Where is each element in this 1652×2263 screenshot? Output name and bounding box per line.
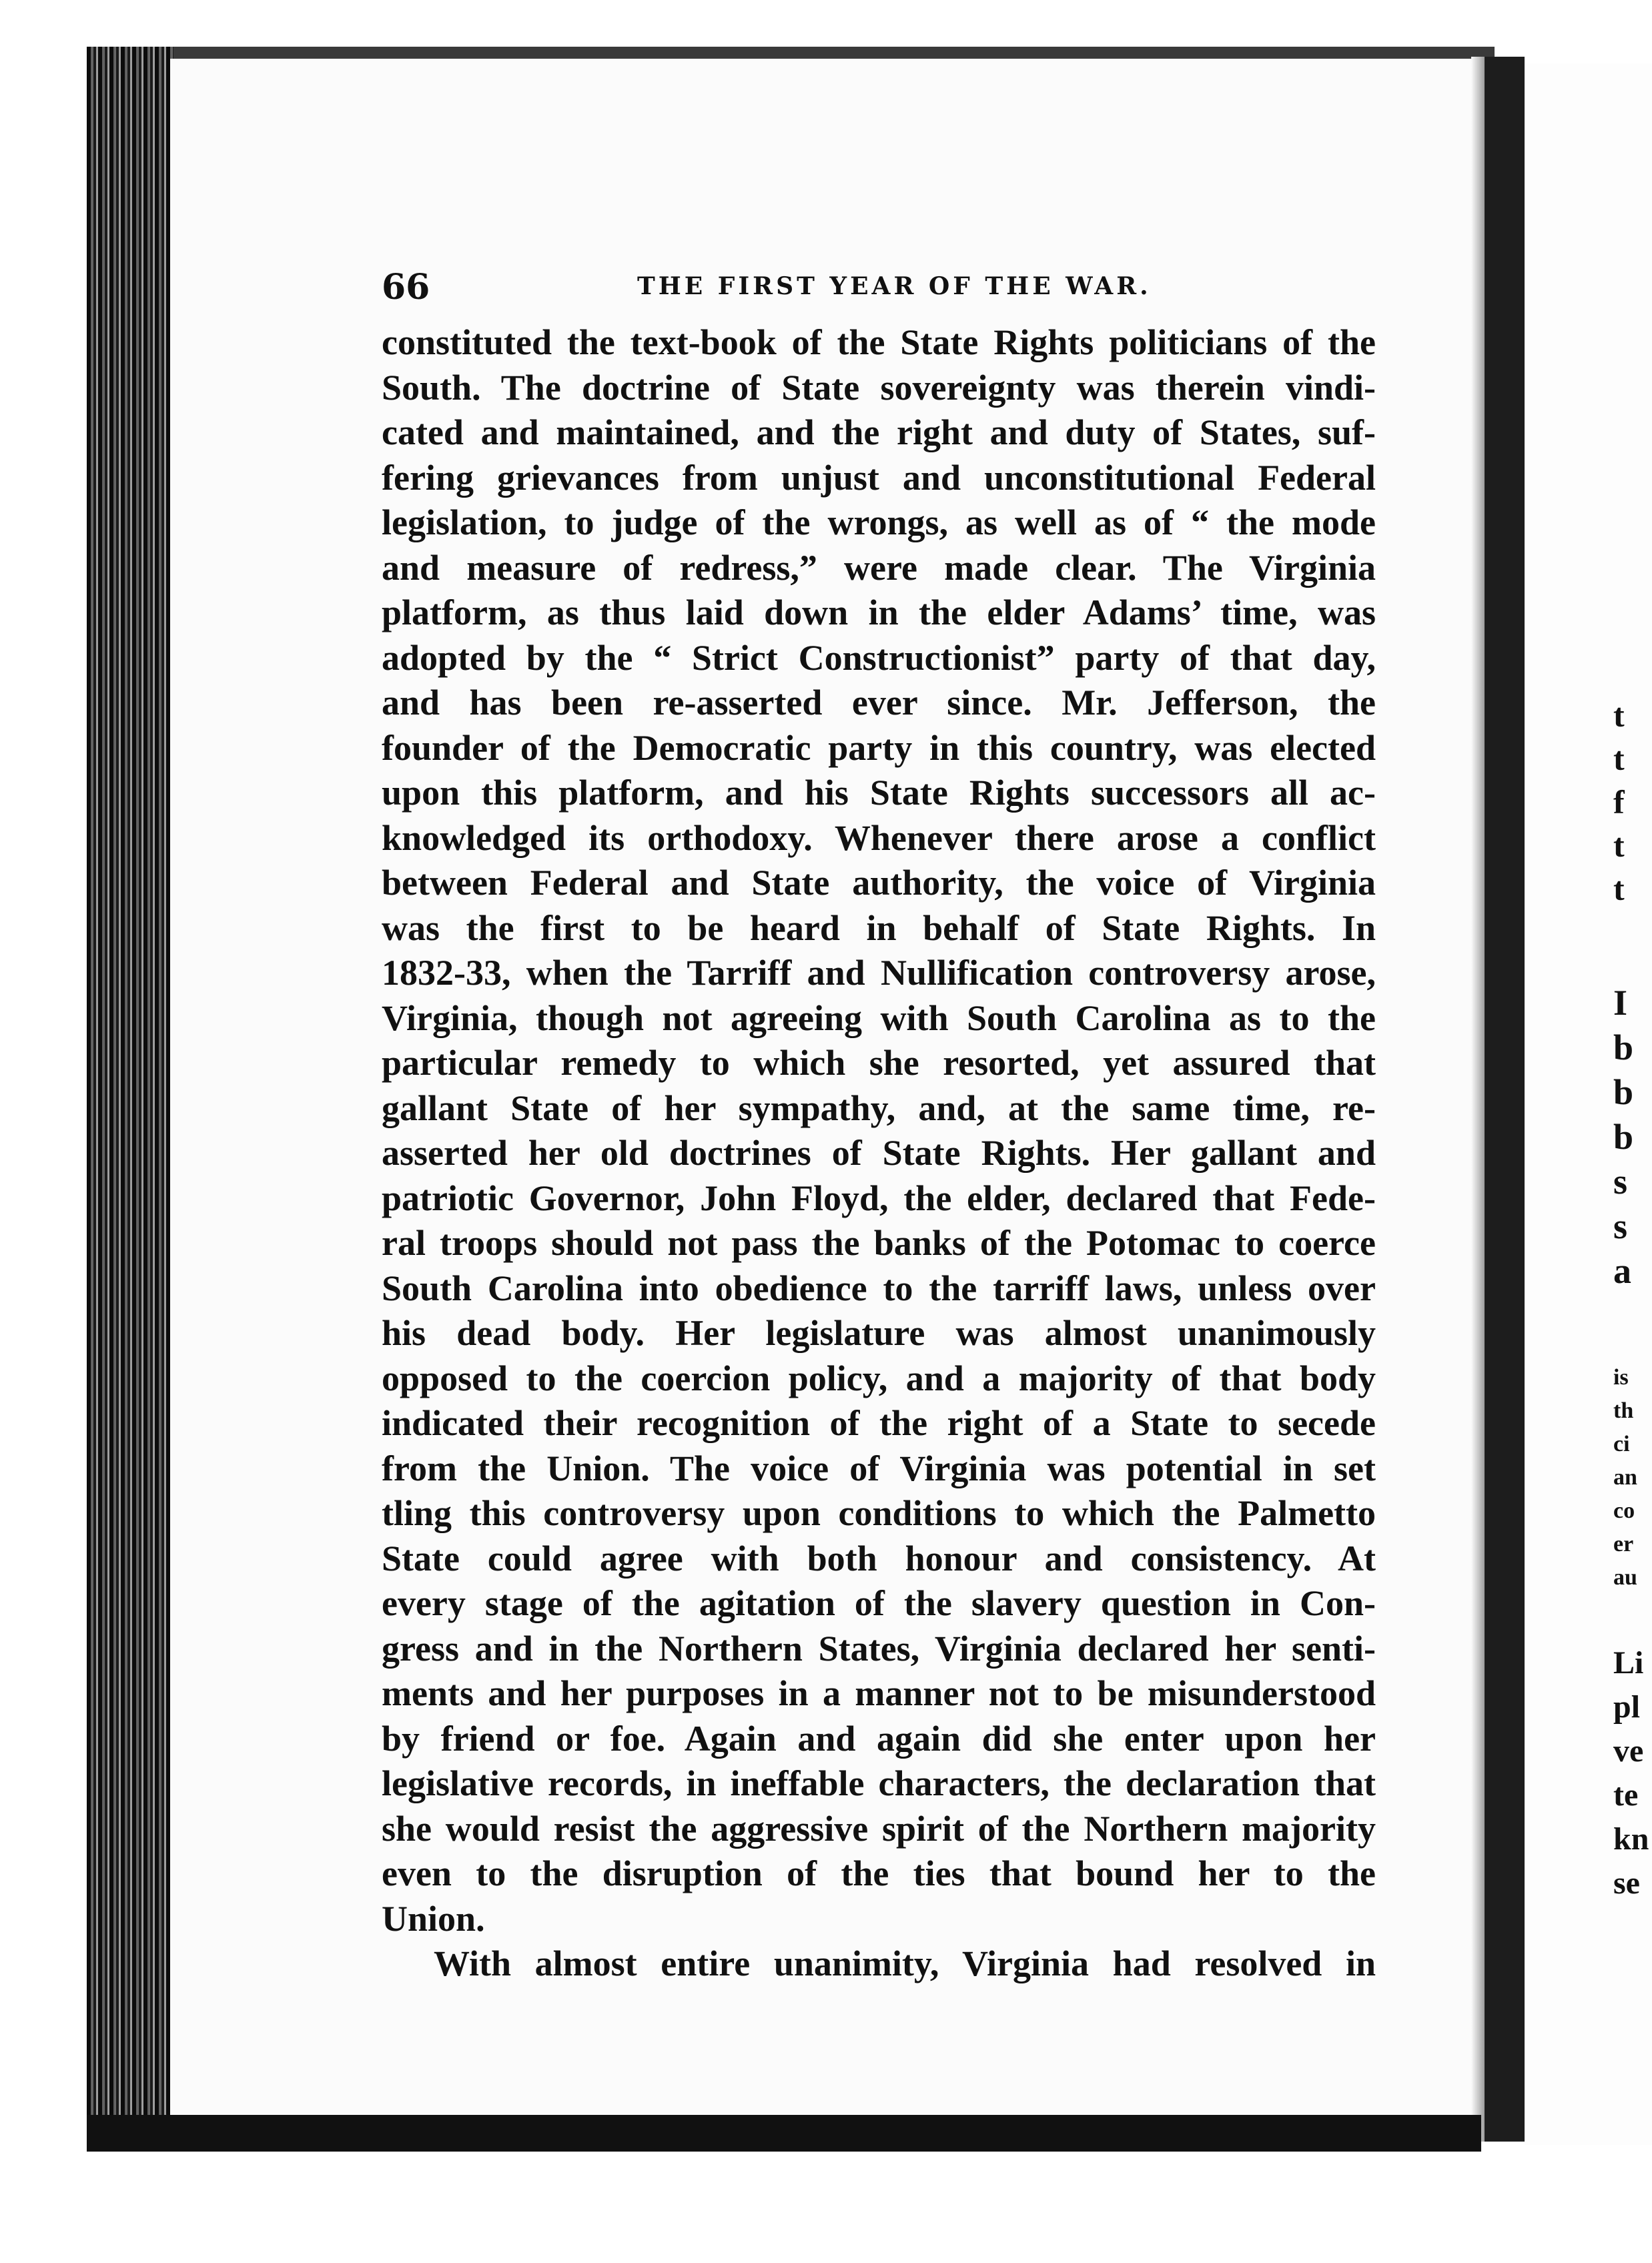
fragment-text: f [1613,783,1625,821]
fragment-text: is [1613,1365,1629,1390]
fragment-text: s [1613,1162,1628,1202]
text-line: 1832-33, when the Tarriff and Nullification controversy arose, [382,953,1376,993]
fragment-text: er [1613,1532,1634,1556]
text-line: knowledged its orthodoxy. Whenever there arose a conflict [382,817,1376,858]
fragment-text: ci [1613,1432,1630,1456]
text-line: State could agree with both honour and consistency. At [382,1538,1376,1578]
text-line: asserted her old doctrines of State Rights. Her gallant and [382,1133,1376,1173]
fragment-text: an [1613,1465,1637,1490]
fragment-text: t [1613,870,1625,907]
facing-page-fragments-4 [1613,1641,1652,1905]
text-line: South. The doctrine of State sovereignty was therein vindi- [382,367,1376,408]
text-line: ral troops should not pass the banks of the Potomac to coerce [382,1223,1376,1263]
text-line: even to the disruption of the ties that bound her to the [382,1853,1376,1893]
fragment-text: au [1613,1565,1637,1590]
text-line: adopted by the “ Strict Constructionist” party of that day, [382,637,1376,678]
text-line: fering grievances from unjust and unconstitutional Federal [382,457,1376,498]
text-line: and measure of redress,” were made clear. The Virginia [382,547,1376,588]
text-line: every stage of the agitation of the slavery question in Con- [382,1583,1376,1623]
text-line: constituted the text-book of the State Rights politicians of the [382,322,1376,362]
book-bottom-edge [87,2115,1481,2152]
fragment-text: b [1613,1072,1634,1112]
text-line: South Carolina into obedience to the tarriff laws, unless over [382,1268,1376,1308]
text-line: legislative records, in ineffable characters, the declaration that [382,1763,1376,1803]
fragment-text: Li [1613,1645,1644,1681]
text-line: gress and in the Northern States, Virginia declared her senti- [382,1628,1376,1669]
text-line: legislation, to judge of the wrongs, as well as of “ the mode [382,502,1376,542]
fragment-text: b [1613,1027,1634,1067]
text-line: tling this controversy upon conditions to which the Palmetto [382,1493,1376,1533]
text-line: by friend or foe. Again and again did she enter upon her [382,1718,1376,1759]
book-gutter [1485,57,1525,2142]
fragment-text: se [1613,1865,1640,1901]
text-line: founder of the Democratic party in this country, was elected [382,727,1376,768]
text-line: upon this platform, and his State Rights successors all ac- [382,773,1376,813]
page-number: 66 [382,267,430,308]
text-line: was the first to be heard in behalf of State Rights. In [382,907,1376,948]
facing-page-fragments-2 [1613,981,1652,1294]
text-line: she would resist the aggressive spirit of the Northern majority [382,1808,1376,1849]
text-line: Union. [382,1898,485,1939]
fragment-text: t [1613,740,1625,777]
fragment-text: t [1613,827,1625,864]
fragment-text: a [1613,1251,1631,1291]
text-line: cated and maintained, and the right and duty of States, suf- [382,412,1376,452]
text-line: particular remedy to which she resorted, yet assured that [382,1043,1376,1083]
text-line: patriotic Governor, John Floyd, the elder, declared that Fede- [382,1178,1376,1218]
facing-page-fragments-3 [1613,1361,1652,1595]
text-line: between Federal and State authority, the voice of Virginia [382,863,1376,903]
body-text [382,320,1376,1987]
text-line: opposed to the coercion policy, and a majority of that body [382,1358,1376,1398]
fragment-text: co [1613,1498,1635,1523]
book-page-edges [87,47,173,2135]
text-line: platform, as thus laid down in the elder Adams’ time, was [382,592,1376,632]
fragment-text: I [1613,983,1628,1023]
text-line: indicated their recognition of the right of a State to secede [382,1403,1376,1443]
fragment-text: b [1613,1117,1634,1157]
fragment-text: s [1613,1206,1628,1246]
text-line: Virginia, though not agreeing with South Carolina as to the [382,997,1376,1038]
text-line: his dead body. Her legislature was almost unanimously [382,1313,1376,1353]
paragraph-first-line: With almost entire unanimity, Virginia had resolved in [434,1943,1376,1983]
fragment-text: pl [1613,1689,1641,1725]
fragment-text: kn [1613,1821,1649,1857]
text-line: gallant State of her sympathy, and, at the same time, re- [382,1087,1376,1128]
text-line: and has been re-asserted ever since. Mr. Jefferson, the [382,683,1376,723]
facing-page-fragments-1 [1613,694,1652,911]
fragment-text: ve [1613,1733,1644,1769]
text-line: ments and her purposes in a manner not to be misunderstood [382,1673,1376,1713]
running-title: THE FIRST YEAR OF THE WAR. [637,272,1152,300]
text-line: from the Union. The voice of Virginia was potential in set [382,1448,1376,1488]
fragment-text: t [1613,697,1625,734]
fragment-text: te [1613,1777,1639,1813]
fragment-text: th [1613,1398,1634,1423]
